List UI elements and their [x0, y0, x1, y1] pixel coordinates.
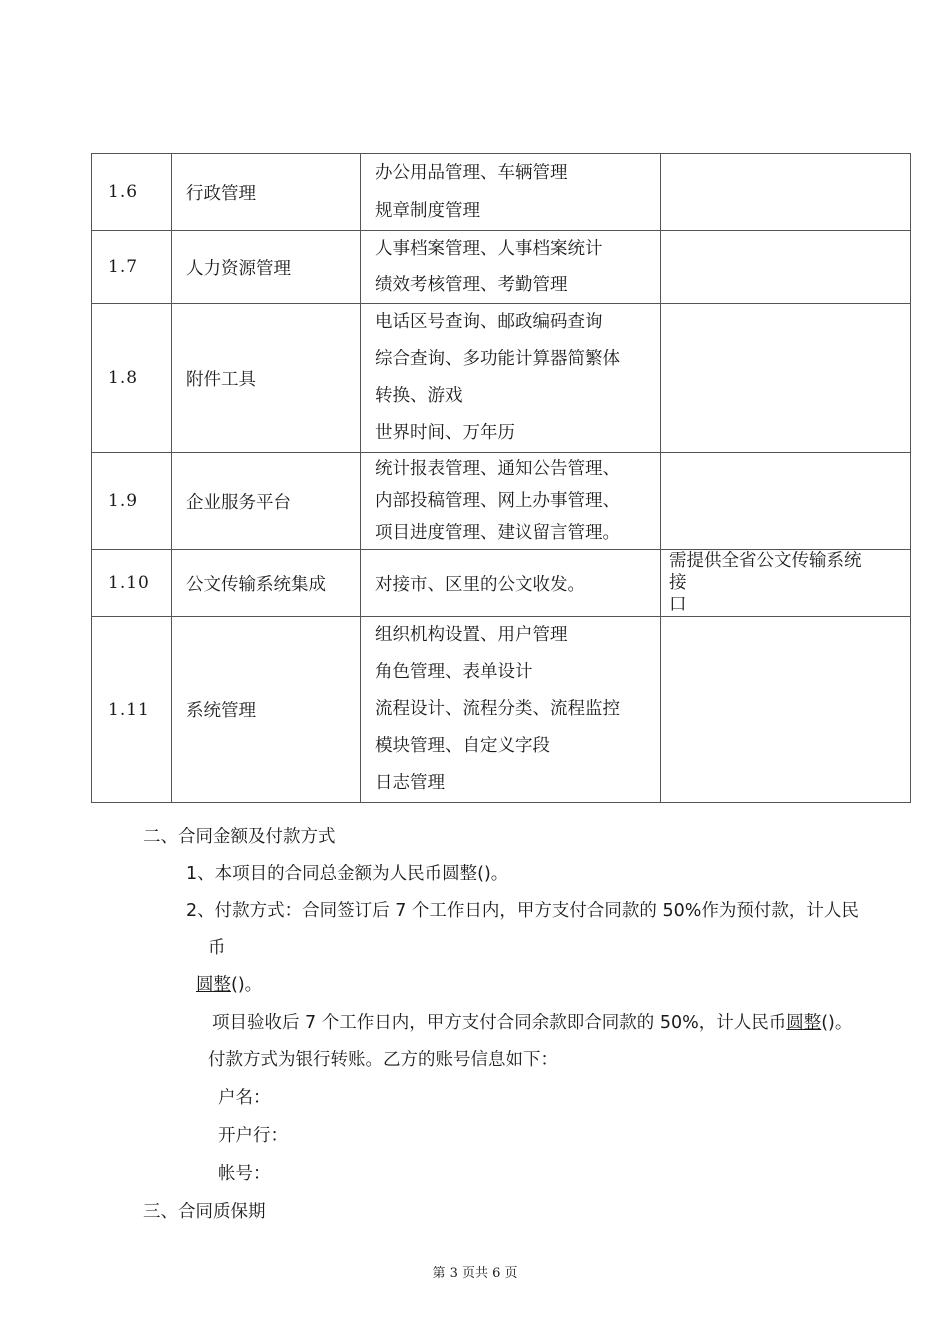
amount-paren-2: ()。 — [821, 1013, 853, 1033]
feature-table — [91, 153, 911, 803]
feature-line: 内部投稿管理、网上办事管理、 — [375, 491, 620, 511]
item1-total-amount: 1、本项目的合同总金额为人民币圆整()。 — [186, 864, 509, 884]
feature-line: 世界时间、万年历 — [375, 423, 515, 443]
module-features — [361, 550, 661, 617]
module-features — [361, 231, 661, 304]
section3-heading: 三、合同质保期 — [143, 1202, 266, 1222]
account-name-label: 户名： — [218, 1088, 271, 1108]
module-note — [661, 231, 911, 304]
row-number: 1.11 — [92, 617, 172, 803]
feature-line: 综合查询、多功能计算器简繁体 — [375, 349, 620, 369]
row-number: 1.9 — [92, 453, 172, 550]
feature-line: 组织机构设置、用户管理 — [375, 625, 568, 645]
final-payment-text: 项目验收后 7 个工作日内，甲方支付合同余款即合同款的 50%，计人民币 — [212, 1013, 787, 1033]
note-line: 口 — [669, 595, 687, 615]
payment-method: 付款方式为银行转账。乙方的账号信息如下： — [208, 1050, 558, 1070]
module-note — [661, 617, 911, 803]
module-features — [361, 617, 661, 803]
feature-line: 模块管理、自定义字段 — [375, 736, 550, 756]
table-row — [92, 617, 911, 803]
row-number: 1.7 — [92, 231, 172, 304]
feature-line: 电话区号查询、邮政编码查询 — [375, 312, 603, 332]
item2-payment-line2: 币 — [208, 938, 226, 958]
feature-line: 规章制度管理 — [375, 201, 480, 221]
module-note — [661, 154, 911, 231]
feature-line: 流程设计、流程分类、流程监控 — [375, 699, 620, 719]
bank-label: 开户行： — [218, 1126, 288, 1146]
section2-heading: 二、合同金额及付款方式 — [143, 827, 336, 847]
item3-final-payment — [212, 1011, 852, 1035]
row-number: 1.10 — [92, 550, 172, 617]
page-footer: 第 3 页共 6 页 — [432, 1266, 518, 1281]
feature-line: 统计报表管理、通知公告管理、 — [375, 459, 620, 479]
item2-payment-line1: 2、付款方式：合同签订后 7 个工作日内，甲方支付合同款的 50%作为预付款，计人民 — [186, 901, 859, 921]
feature-line: 人事档案管理、人事档案统计 — [375, 239, 603, 259]
blank-amount-underline: 圆整 — [196, 975, 231, 995]
item2-payment-line3 — [196, 973, 262, 997]
feature-line: 角色管理、表单设计 — [375, 662, 533, 682]
table-row — [92, 154, 911, 231]
module-note — [661, 304, 911, 453]
feature-line: 绩效考核管理、考勤管理 — [375, 275, 568, 295]
module-features — [361, 453, 661, 550]
account-number-label: 帐号： — [218, 1164, 271, 1184]
feature-line: 日志管理 — [375, 773, 445, 793]
blank-amount-underline-2: 圆整 — [786, 1013, 822, 1033]
module-name: 系统管理 — [172, 617, 361, 803]
module-note — [661, 550, 911, 617]
feature-line: 办公用品管理、车辆管理 — [375, 163, 568, 183]
table-row — [92, 453, 911, 550]
module-name: 附件工具 — [172, 304, 361, 453]
feature-line: 项目进度管理、建议留言管理。 — [375, 523, 620, 543]
table-row — [92, 231, 911, 304]
module-features — [361, 304, 661, 453]
module-note — [661, 453, 911, 550]
amount-paren: ()。 — [231, 975, 263, 995]
module-name: 行政管理 — [172, 154, 361, 231]
row-number: 1.6 — [92, 154, 172, 231]
module-features — [361, 154, 661, 231]
feature-line: 对接市、区里的公文收发。 — [375, 574, 585, 595]
module-name: 人力资源管理 — [172, 231, 361, 304]
module-name: 公文传输系统集成 — [172, 550, 361, 617]
note-line: 接 — [669, 573, 687, 593]
module-name: 企业服务平台 — [172, 453, 361, 550]
note-line: 需提供全省公文传输系统 — [669, 551, 862, 571]
table-row — [92, 304, 911, 453]
row-number: 1.8 — [92, 304, 172, 453]
feature-line: 转换、游戏 — [375, 386, 463, 406]
table-row — [92, 550, 911, 617]
